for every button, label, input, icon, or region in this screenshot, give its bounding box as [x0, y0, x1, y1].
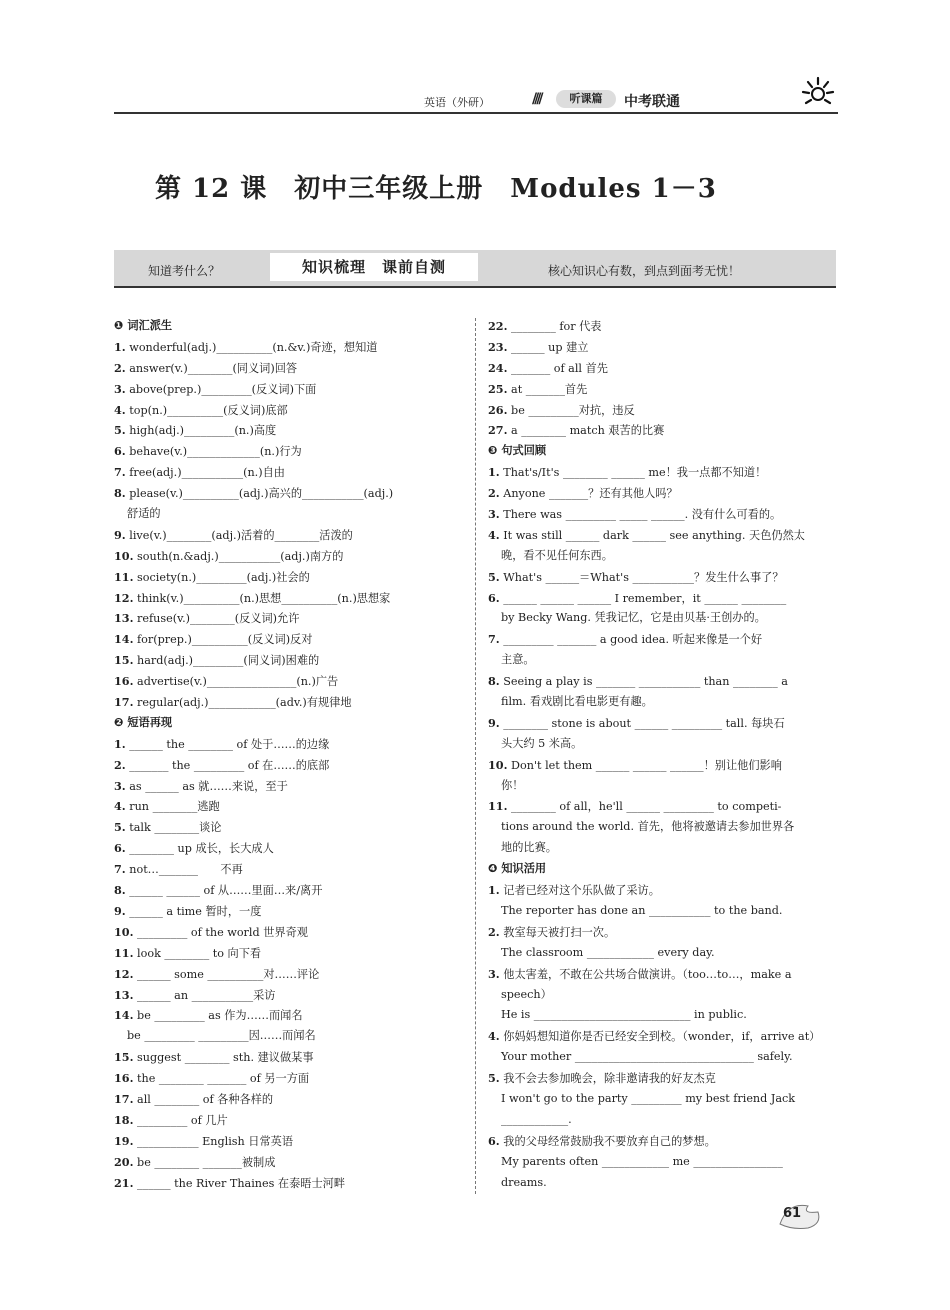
item-text: look ________ to 向下看: [137, 946, 262, 960]
item-text: ____________.: [501, 1112, 572, 1126]
item-text: be _________ as 作为……而闻名: [137, 1009, 303, 1023]
item-number: 1.: [114, 736, 126, 751]
exercise-item: [114, 985, 464, 1006]
right-column: [488, 316, 838, 1193]
exercise-item: [488, 400, 838, 421]
item-text: behave(v.)_____________(n.)行为: [129, 445, 302, 459]
item-text: ________ up 成长，长大成人: [129, 842, 274, 856]
exercise-item: [114, 441, 464, 462]
item-text: please(v.)__________(adj.)高兴的___________(adj.): [129, 487, 394, 501]
item-number: 16.: [114, 1071, 134, 1086]
item-text: 你！: [501, 778, 524, 792]
page-number: 61: [783, 1206, 802, 1221]
exercise-item: [114, 358, 464, 379]
exercise-item: [114, 546, 464, 567]
item-number: 21.: [114, 1175, 134, 1190]
item-number: 24.: [488, 360, 508, 375]
item-text: live(v.)________(adj.)活着的________活泼的: [129, 528, 353, 542]
header-stripes-icon: ////: [532, 91, 541, 107]
exercise-item: [114, 1005, 464, 1026]
exercise-item: [488, 567, 838, 588]
item-text: dreams.: [501, 1175, 547, 1189]
item-number: 8.: [114, 486, 126, 501]
exercise-item: [114, 1110, 464, 1131]
item-number: 5.: [488, 1071, 500, 1086]
exercise-item: [488, 420, 838, 441]
item-text: top(n.)__________(反义词)底部: [129, 403, 288, 417]
item-text: ______ a time 暂时，一度: [129, 904, 262, 918]
exercise-item: [114, 943, 464, 964]
item-number: 17.: [114, 695, 134, 710]
item-text: ______ the River Thaines 在泰晤士河畔: [137, 1176, 346, 1190]
exercise-item: [488, 629, 838, 650]
item-number: 4.: [114, 799, 126, 814]
item-number: 19.: [114, 1133, 134, 1148]
item-number: 11.: [114, 569, 134, 584]
exercise-continuation: [488, 650, 838, 671]
item-number: 1.: [114, 339, 126, 354]
item-text: above(prep.)_________(反义词)下面: [129, 382, 317, 396]
item-number: 1.: [488, 883, 500, 898]
item-number: 7.: [114, 465, 126, 480]
item-text: film. 看戏剧比看电影更有趣。: [501, 695, 653, 709]
item-text: speech）: [501, 987, 552, 1001]
item-text: 我不会去参加晚会，除非邀请我的好友杰克: [503, 1072, 716, 1086]
exercise-item: [114, 462, 464, 483]
item-number: 12.: [114, 966, 134, 981]
item-number: 12.: [114, 590, 134, 605]
item-text: The classroom ____________ every day.: [501, 945, 715, 959]
item-text: That's/It's ________ ______ me！我一点都不知道！: [503, 466, 767, 480]
exercise-item: [114, 1089, 464, 1110]
exercise-item: [114, 734, 464, 755]
exercise-item: [114, 608, 464, 629]
exercise-item: [488, 880, 838, 901]
item-text: think(v.)__________(n.)思想__________(n.)思想家: [137, 591, 391, 605]
banner-left-text: 知道考什么？: [148, 264, 221, 278]
exercise-item: [114, 964, 464, 985]
exercise-item: [114, 692, 464, 713]
item-number: 18.: [114, 1112, 134, 1127]
exercise-continuation: [488, 1173, 838, 1194]
exercise-item: [114, 922, 464, 943]
exercise-item: [114, 838, 464, 859]
exercise-item: [114, 755, 464, 776]
exercise-item: [488, 525, 838, 546]
item-text: 晚，看不见任何东西。: [501, 548, 613, 562]
item-number: 22.: [488, 319, 508, 333]
item-number: 9.: [488, 715, 500, 730]
item-text: south(n.&adj.)___________(adj.)南方的: [137, 549, 344, 563]
item-text: 你妈妈想知道你是否已经安全到校。（wonder，if，arrive at）: [503, 1030, 821, 1044]
banner-center-text: 知识梳理 课前自测: [270, 253, 478, 281]
exercise-item: [114, 337, 464, 358]
item-text: It was still ______ dark ______ see anything. 天色仍然太: [503, 528, 805, 542]
item-text: Anyone _______？还有其他人吗？: [503, 487, 678, 501]
item-number: 13.: [114, 987, 134, 1002]
item-number: 7.: [488, 632, 500, 647]
item-number: 13.: [114, 611, 134, 626]
lesson-title: 第 12 课 初中三年级上册 Modules 1－3: [155, 174, 717, 204]
item-number: 2.: [114, 360, 126, 375]
item-text: not…_______ 不再: [129, 863, 243, 877]
item-number: 5.: [114, 820, 126, 835]
exercise-item: [114, 1173, 464, 1194]
item-text: ______ ______ of 从……里面…来/离开: [129, 884, 323, 898]
exercise-item: [114, 629, 464, 650]
item-number: 1.: [488, 465, 500, 480]
item-text: 他太害羞，不敢在公共场合做演讲。（too…to…，make a: [503, 967, 792, 981]
item-text: He is ____________________________ in public.: [501, 1008, 747, 1022]
item-number: 8.: [114, 883, 126, 898]
item-number: 23.: [488, 339, 508, 354]
exercise-item: [488, 358, 838, 379]
exercise-item: [114, 817, 464, 838]
item-text: refuse(v.)________(反义词)允许: [137, 612, 300, 626]
item-number: 2.: [488, 924, 500, 939]
item-number: 5.: [488, 569, 500, 584]
item-text: be _________ _________因……而闻名: [127, 1029, 316, 1043]
exercise-item: [114, 650, 464, 671]
exercise-item: [488, 796, 838, 817]
item-text: 地的比赛。: [501, 841, 557, 855]
item-text: 主意。: [501, 653, 535, 667]
exercise-item: [488, 755, 838, 776]
exercise-continuation: [488, 817, 838, 838]
exercise-item: [114, 379, 464, 400]
item-text: society(n.)_________(adj.)社会的: [137, 570, 310, 584]
item-number: 3.: [488, 507, 500, 522]
item-text: ___________ English 日常英语: [137, 1134, 294, 1148]
item-number: 3.: [488, 966, 500, 981]
item-text: I won't go to the party _________ my best friend Jack: [501, 1091, 796, 1105]
exercise-item: [488, 922, 838, 943]
section-heading: ❹ 知识活用: [488, 862, 547, 876]
item-text: 舒适的: [127, 507, 161, 521]
item-text: for(prep.)__________(反义词)反对: [137, 633, 313, 647]
item-text: tions around the world. 首先，他将被邀请去参加世界各: [501, 820, 795, 834]
banner-rule: [114, 286, 836, 288]
item-text: _________ _______ a good idea. 听起来像是一个好: [503, 633, 763, 647]
left-column: [114, 316, 464, 1193]
header-brand: 中考联通: [624, 94, 680, 110]
item-text: There was _________ _____ ______. 没有什么可看的。: [503, 508, 782, 522]
item-number: 6.: [114, 841, 126, 856]
exercise-continuation: [488, 692, 838, 713]
item-text: talk ________谈论: [129, 821, 222, 835]
item-number: 6.: [488, 1133, 500, 1148]
item-number: 17.: [114, 1091, 134, 1106]
exercise-item: [488, 483, 838, 504]
exercise-continuation: [488, 1047, 838, 1068]
item-text: What's ______＝What's ___________？发生什么事了？: [503, 570, 784, 584]
exercise-continuation: [488, 943, 838, 964]
item-text: the ________ _______ of 另一方面: [137, 1072, 310, 1086]
item-number: 9.: [114, 527, 126, 542]
exercise-item: [488, 713, 838, 734]
item-text: as ______ as 就……来说，至于: [129, 779, 288, 793]
item-text: 头大约 5 米高。: [501, 736, 583, 750]
item-text: 我的父母经常鼓励我不要放弃自己的梦想。: [503, 1134, 716, 1148]
exercise-item: [488, 316, 838, 337]
exercise-item: [114, 796, 464, 817]
item-text: run ________逃跑: [129, 800, 220, 814]
item-number: 6.: [114, 444, 126, 459]
item-number: 14.: [114, 632, 134, 647]
exercise-item: [114, 525, 464, 546]
exercise-item: [114, 880, 464, 901]
item-number: 14.: [114, 1008, 134, 1023]
item-text: ______ an ___________采访: [137, 988, 276, 1002]
item-text: ______ up 建立: [511, 340, 589, 354]
exercise-continuation: [114, 1026, 464, 1047]
item-text: ______ ______ ______ I remember，it ______ ________: [503, 591, 787, 605]
item-number: 5.: [114, 423, 126, 438]
item-text: at _______首先: [511, 382, 588, 396]
item-text: _______ the _________ of 在……的底部: [129, 758, 330, 772]
exercise-continuation: [488, 985, 838, 1006]
item-text: wonderful(adj.)__________(n.&v.)奇迹，想知道: [129, 340, 378, 354]
exercise-continuation: [488, 734, 838, 755]
exercise-item: [114, 400, 464, 421]
item-text: all ________ of 各种各样的: [137, 1092, 274, 1106]
exercise-item: [114, 1152, 464, 1173]
item-text: ______ some __________对……评论: [137, 967, 320, 981]
exercise-item: [488, 1068, 838, 1089]
item-number: 27.: [488, 423, 508, 438]
section-heading: ❶ 词汇派生: [114, 319, 173, 332]
item-number: 3.: [114, 778, 126, 793]
exercise-continuation: [488, 546, 838, 567]
exercise-continuation: [488, 1152, 838, 1173]
item-text: free(adj.)___________(n.)自由: [129, 466, 285, 480]
item-number: 11.: [114, 945, 134, 960]
item-number: 3.: [114, 381, 126, 396]
exercise-continuation: [488, 838, 838, 859]
item-number: 26.: [488, 402, 508, 417]
exercise-item: [488, 379, 838, 400]
item-text: be _________对抗，违反: [511, 403, 635, 417]
exercise-continuation: [488, 901, 838, 922]
item-text: be ________ _______被制成: [137, 1155, 276, 1169]
item-number: 15.: [114, 1050, 134, 1065]
exercise-continuation: [488, 1110, 838, 1131]
item-text: ________ of all，he'll ______ _________ to competi-: [511, 800, 782, 814]
exercise-item: [114, 776, 464, 797]
item-number: 15.: [114, 653, 134, 668]
exercise-item: [114, 671, 464, 692]
exercise-item: [114, 588, 464, 609]
item-number: 10.: [488, 757, 508, 772]
item-text: Seeing a play is _______ ___________ than ________ a: [503, 675, 788, 689]
item-number: 4.: [488, 1029, 500, 1044]
exercise-item: [114, 483, 464, 504]
item-number: 16.: [114, 674, 134, 689]
item-text: _________ of 几片: [137, 1113, 228, 1127]
item-text: Don't let them ______ ______ ______！别让他们影响: [511, 758, 782, 772]
section-heading: ❷ 短语再现: [114, 715, 173, 729]
item-number: 11.: [488, 799, 508, 814]
item-number: 2.: [114, 757, 126, 772]
item-text: answer(v.)________(同义词)回答: [129, 361, 298, 375]
item-number: 8.: [488, 674, 500, 689]
header-rule: [114, 112, 838, 114]
exercise-continuation: [488, 1005, 838, 1026]
item-text: _______ of all 首先: [511, 361, 608, 375]
item-text: advertise(v.)________________(n.)广告: [137, 675, 339, 689]
item-text: The reporter has done an ___________ to the band.: [501, 903, 783, 917]
exercise-item: [114, 1068, 464, 1089]
exercise-item: [488, 588, 838, 609]
item-text: ______ the ________ of 处于……的边缘: [129, 737, 330, 751]
exercise-continuation: [114, 504, 464, 525]
exercise-continuation: [488, 608, 838, 629]
header-section-pill: 听课篇: [556, 90, 616, 108]
exercise-continuation: [488, 1089, 838, 1110]
item-text: by Becky Wang. 凭我记忆，它是由贝基·王创办的。: [501, 611, 766, 625]
exercise-item: [488, 337, 838, 358]
item-text: a ________ match 艰苦的比赛: [511, 424, 665, 438]
exercise-continuation: [488, 776, 838, 797]
item-text: regular(adj.)____________(adv.)有规律地: [137, 696, 352, 710]
exercise-item: [114, 567, 464, 588]
item-text: 教室每天被打扫一次。: [503, 925, 616, 939]
exercise-item: [488, 462, 838, 483]
item-number: 7.: [114, 862, 126, 877]
item-number: 20.: [114, 1154, 134, 1169]
item-text: Your mother ________________________________ safely.: [501, 1050, 793, 1064]
exercise-item: [488, 1131, 838, 1152]
exercise-item: [488, 504, 838, 525]
item-number: 2.: [488, 486, 500, 501]
item-text: _________ of the world 世界奇观: [137, 925, 308, 939]
exercise-item: [114, 1047, 464, 1068]
item-number: 6.: [488, 590, 500, 605]
item-number: 9.: [114, 903, 126, 918]
column-divider: [475, 318, 476, 1194]
item-text: 记者已经对这个乐队做了采访。: [503, 884, 660, 898]
item-number: 10.: [114, 548, 134, 563]
exercise-item: [114, 859, 464, 880]
header-subject: 英语（外研）: [424, 96, 490, 109]
section-heading: ❸ 句式回顾: [488, 444, 547, 458]
item-number: 4.: [488, 527, 500, 542]
exercise-item: [488, 671, 838, 692]
item-text: My parents often ____________ me ________________: [501, 1154, 783, 1168]
exercise-item: [488, 964, 838, 985]
item-text: high(adj.)_________(n.)高度: [129, 424, 277, 438]
item-text: hard(adj.)_________(同义词)困难的: [137, 654, 320, 668]
item-text: ________ for 代表: [511, 320, 602, 333]
item-text: suggest ________ sth. 建议做某事: [137, 1051, 314, 1065]
exercise-item: [114, 901, 464, 922]
exercise-item: [488, 1026, 838, 1047]
exercise-item: [114, 420, 464, 441]
item-number: 4.: [114, 402, 126, 417]
banner-right-text: 核心知识心有数，到点到面考无忧！: [548, 264, 741, 278]
item-number: 25.: [488, 381, 508, 396]
item-number: 10.: [114, 924, 134, 939]
exercise-item: [114, 1131, 464, 1152]
item-text: ________ stone is about ______ _________ tall. 每块石: [503, 716, 785, 730]
sun-logo-icon: [800, 74, 836, 110]
